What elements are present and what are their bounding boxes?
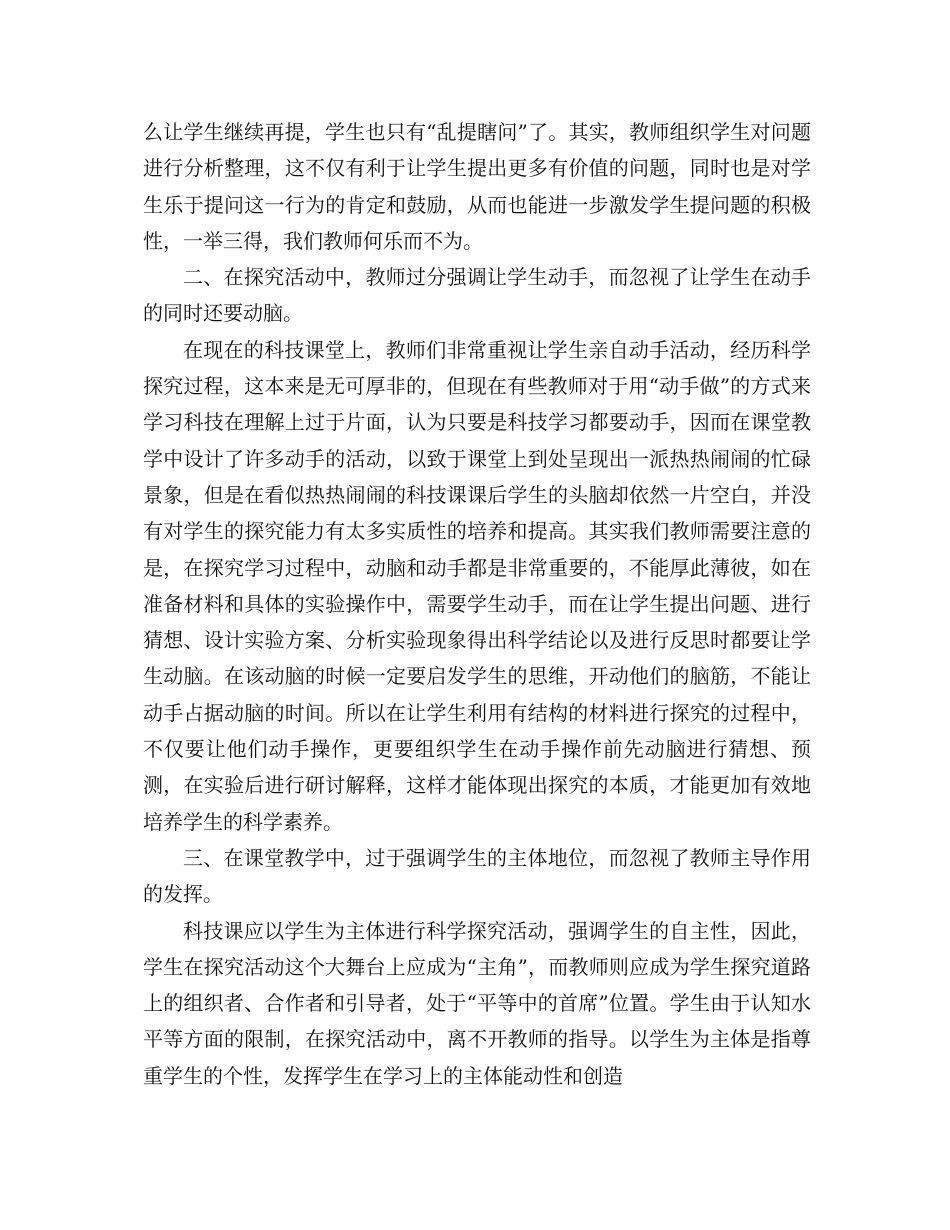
section-heading-two: 二、在探究活动中，教师过分强调让学生动手，而忽视了让学生在动手的同时还要动脑。 [143, 265, 811, 326]
section-heading-three: 三、在课堂教学中，过于强调学生的主体地位，而忽视了教师主导作用的发挥。 [143, 845, 811, 907]
paragraph-continuation: 么让学生继续再提，学生也只有“乱提瞎问”了。其实，教师组织学生对问题进行分析整理，这不仅有利于让学生提出更多有价值的问题，同时也是对学生乐于提问这一行为的肯定和鼓励，从而也能进一步激发学生提问题的积极性，一举三得，我们教师何乐而不为。 [143, 120, 811, 253]
paragraph-hands-on-minds-on: 在现在的科技课堂上，教师们非常重视让学生亲自动手活动，经历科学探究过程，这本来是无可厚非的，但现在有些教师对于用“动手做”的方式来学习科技在理解上过于片面，认为只要是科技学习都要动手，因而在课堂教学中设计了许多动手的活动，以致于课堂上到处呈现出一派热热闹闹的忙碌景象，但是在看似热热闹闹的科技课课后学生的头脑却依然一片空白，并没有对学生的探究能力有太多实质性的培养和提高。其实我们教师需要注意的是，在探究学习过程中，动脑和动手都是非常重要的，不能厚此薄彼，如在准备材料和具体的实验操作中，需要学生动手，而在让学生提出问题、进行猜想、设计实验方案、分析实验现象得出科学结论以及进行反思时都要让学生动脑。在该动脑的时候一定要启发学生的思维，开动他们的脑筋，不能让动手占据动脑的时间。所以在让学生利用有结构的材料进行探究的过程中，不仅要让他们动手操作，更要组织学生在动手操作前先动脑进行猜想、预测，在实验后进行研讨解释，这样才能体现出探究的本质，才能更加有效地培养学生的科学素养。 [143, 337, 811, 834]
paragraph-student-subject: 科技课应以学生为主体进行科学探究活动，强调学生的自主性，因此，学生在探究活动这个大舞台上应成为“主角”，而教师则应成为学生探究道路上的组织者、合作者和引导者，处于“平等中的首席”位置。学生由于认知水平等方面的限制，在探究活动中，离不开教师的指导。以学生为主体是指尊重学生的个性，发挥学生在学习上的主体能动性和创造 [143, 918, 811, 1088]
body-text [143, 114, 811, 1094]
